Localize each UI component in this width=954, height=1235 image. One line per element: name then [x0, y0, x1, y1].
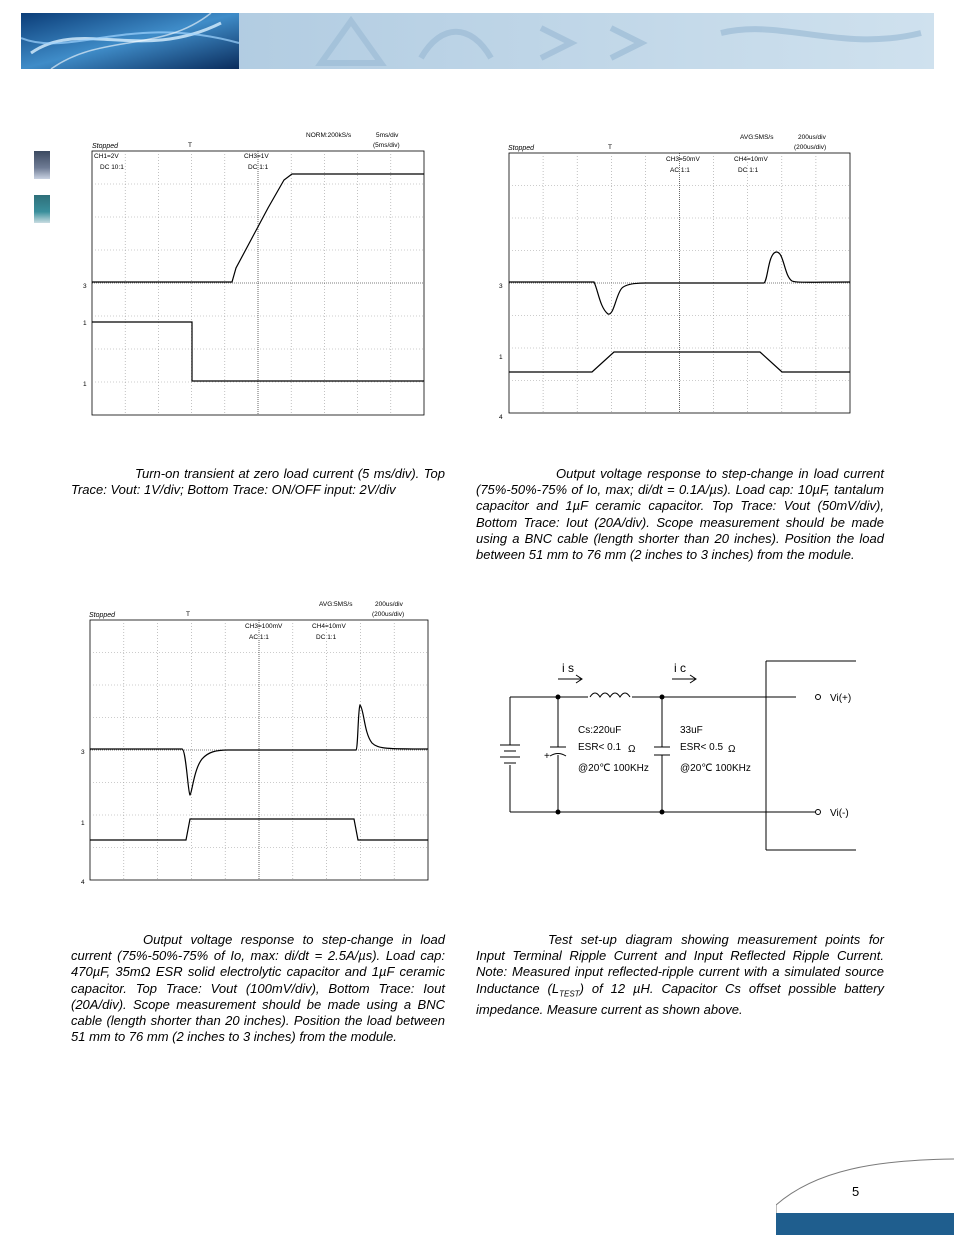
caption-figure-turn-on: Turn-on transient at zero load current (5 ms/div). Top Trace: Vout: 1V/div; Bottom Trace: ON/OFF input: 2V/div [71, 466, 445, 498]
scope-scale-secondary: (200us/div) [372, 611, 405, 618]
channel-a-label: CH1=2V [94, 153, 119, 160]
trigger-marker: T [188, 142, 192, 149]
scope-timebase: NORM:200kS/s [306, 132, 352, 139]
scope-status: Stopped [89, 612, 116, 619]
ch-marker-bottom: 1 [83, 381, 87, 388]
scope-scale-secondary: (5ms/div) [373, 142, 400, 149]
cs-ohm: Ω [628, 744, 636, 755]
scope-status: Stopped [92, 143, 119, 150]
ch-marker-mid: 1 [83, 320, 87, 327]
page-number: 5 [852, 1184, 860, 1199]
ch-marker-top: 3 [83, 283, 87, 290]
terminal-vi-minus [816, 810, 821, 815]
ch-marker-bottom: 4 [81, 879, 85, 886]
polarity-plus: + [544, 751, 550, 762]
channel-a-coupling: AC 1:1 [670, 167, 690, 174]
scope-step-load-large-cap [78, 597, 438, 892]
label-vi-minus: Vi(-) [830, 808, 849, 819]
ch-marker-top: 3 [81, 749, 85, 756]
side-square-teal [34, 195, 50, 223]
ch-marker-top: 3 [499, 283, 503, 290]
footer-bar [776, 1213, 954, 1235]
trigger-marker: T [186, 611, 190, 618]
channel-a-label: CH3=100mV [245, 623, 283, 630]
label-is: i s [562, 661, 574, 675]
channel-a-coupling: DC 10:1 [100, 164, 124, 171]
channel-a-label: CH3=50mV [666, 156, 700, 163]
trigger-marker: T [608, 144, 612, 151]
label-ic: i c [674, 661, 686, 675]
channel-b-label: CH4=10mV [734, 156, 768, 163]
channel-b-coupling: DC 1:1 [316, 634, 337, 641]
scope-scale: 200us/div [375, 601, 403, 608]
scope-timebase: AVG:5MS/s [740, 134, 774, 141]
channel-b-label: CH4=10mV [312, 623, 346, 630]
cs-conditions: @20℃ 100KHz [578, 763, 649, 774]
current-arrows [558, 675, 696, 683]
scope-timebase: AVG:5MS/s [319, 601, 353, 608]
scope-turn-on-transient [80, 128, 440, 418]
caption-figure-test-setup: Test set-up diagram showing measurement points for Input Terminal Ripple Current and Input Reflected Ripple Current. Note: Measured input reflected-ripple current with a simulated source Inductance $(L_{TEST})$ of 12 µH. Capacitor Cs offset possible battery impedance. Measure current as shown above. [476, 932, 884, 1018]
header-banner [21, 13, 934, 69]
c2-conditions: @20℃ 100KHz [680, 763, 751, 774]
channel-b-coupling: DC 1:1 [248, 164, 269, 171]
channel-b-label: CH3=1V [244, 153, 269, 160]
c2-ohm: Ω [728, 744, 736, 755]
cs-capacitance: Cs:220uF [578, 725, 622, 736]
ch-marker-mid: 1 [499, 354, 503, 361]
test-setup-circuit-diagram [496, 655, 866, 855]
scope-scale: 5ms/div [376, 132, 399, 139]
caption-figure-step-load-small-cap: Output voltage response to step-change in load current (75%-50%-75% of Io, max; di/dt = 0.1A/µs). Load cap: 10µF, tantalum capacitor and 1µF ceramic capacitor. Top Trace: Vout (50mV/div), Bottom Trace: Iout (20A/div). Scope measurement should be made using a BNC cable (length shorter than 20 inches). Position the load between 51 mm to 76 mm (2 inches to 3 inches) from the module. [476, 466, 884, 563]
scope-scale: 200us/div [798, 134, 826, 141]
ch-marker-mid: 1 [81, 820, 85, 827]
caption-figure-step-load-large-cap: Output voltage response to step-change in load current (75%-50%-75% of Io, max: di/dt = 2.5A/µs). Load cap: 470µF, 35mΩ ESR solid electrolytic capacitor and 1µF ceramic capacitor. Top Trace: Vout (100mV/div), Bottom Trace: Iout (20A/div). Scope measurement should be made using a BNC cable (length shorter than 20 inches). Position the load between 51 mm to 76 mm (2 inches to 3 inches) from the module. [71, 932, 445, 1045]
ch-marker-bottom: 4 [499, 414, 503, 421]
cs-esr: ESR< 0.1 [578, 742, 622, 753]
channel-a-coupling: AC 1:1 [249, 634, 269, 641]
scope-status: Stopped [508, 145, 535, 152]
scope-step-load-small-cap [496, 130, 856, 425]
footer-swoosh [776, 1155, 954, 1215]
label-vi-plus: Vi(+) [830, 693, 852, 704]
scope-scale-secondary: (200us/div) [794, 144, 827, 151]
c2-capacitance: 33uF [680, 725, 703, 736]
c2-esr: ESR< 0.5 [680, 742, 724, 753]
side-square-dark [34, 151, 50, 179]
channel-b-coupling: DC 1:1 [738, 167, 759, 174]
terminal-vi-plus [816, 695, 821, 700]
